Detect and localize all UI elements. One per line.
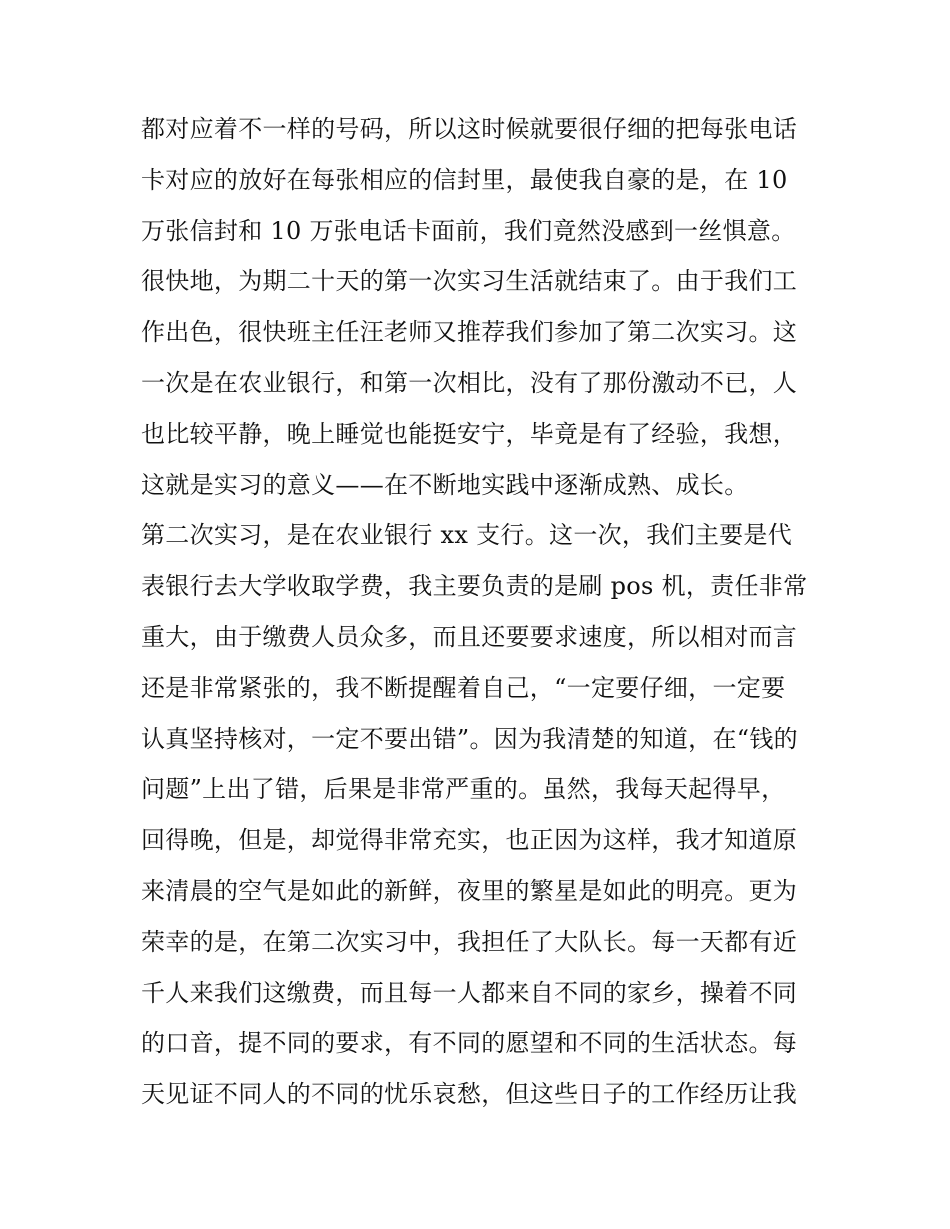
text-line-2: 卡对应的放好在每张相应的信封里，最使我自豪的是，在 10 — [141, 165, 788, 194]
text-line-20: 天见证不同人的不同的忧乐哀愁，但这些日子的工作经历让我 — [141, 1080, 798, 1109]
text-line-6: 一次是在农业银行，和第一次相比，没有了那份激动不已，人 — [141, 368, 798, 397]
text-line-9: 第二次实习，是在农业银行 xx 支行。这一次，我们主要是代 — [141, 521, 793, 550]
body-text — [141, 104, 811, 1120]
text-line-8: 这就是实习的意义——在不断地实践中逐渐成熟、成长。 — [141, 470, 749, 499]
text-line-11: 重大，由于缴费人员众多，而且还要要求速度，所以相对而言 — [141, 622, 798, 651]
text-line-17: 荣幸的是，在第二次实习中，我担任了大队长。每一天都有近 — [141, 927, 798, 956]
text-line-4: 很快地，为期二十天的第一次实习生活就结束了。由于我们工 — [141, 267, 798, 296]
text-line-14: 问题”上出了错，后果是非常严重的。虽然，我每天起得早， — [141, 775, 786, 804]
text-line-5: 作出色，很快班主任汪老师又推荐我们参加了第二次实习。这 — [141, 318, 798, 347]
text-line-10: 表银行去大学收取学费，我主要负责的是刷 pos 机，责任非常 — [141, 572, 808, 601]
text-line-19: 的口音，提不同的要求，有不同的愿望和不同的生活状态。每 — [141, 1029, 798, 1058]
text-line-3: 万张信封和 10 万张电话卡面前，我们竟然没感到一丝惧意。 — [141, 216, 796, 245]
text-line-15: 回得晚，但是，却觉得非常充实，也正因为这样，我才知道原 — [141, 826, 798, 855]
text-line-16: 来清晨的空气是如此的新鲜，夜里的繁星是如此的明亮。更为 — [141, 876, 798, 905]
text-line-12: 还是非常紧张的，我不断提醒着自己，“一定要仔细，一定要 — [141, 673, 786, 702]
text-line-7: 也比较平静，晚上睡觉也能挺安宁，毕竟是有了经验，我想， — [141, 419, 798, 448]
text-line-13: 认真坚持核对，一定不要出错”。因为我清楚的知道，在“钱的 — [141, 724, 798, 753]
text-line-1: 都对应着不一样的号码，所以这时候就要很仔细的把每张电话 — [141, 115, 798, 143]
text-line-18: 千人来我们这缴费，而且每一人都来自不同的家乡，操着不同 — [141, 978, 798, 1007]
